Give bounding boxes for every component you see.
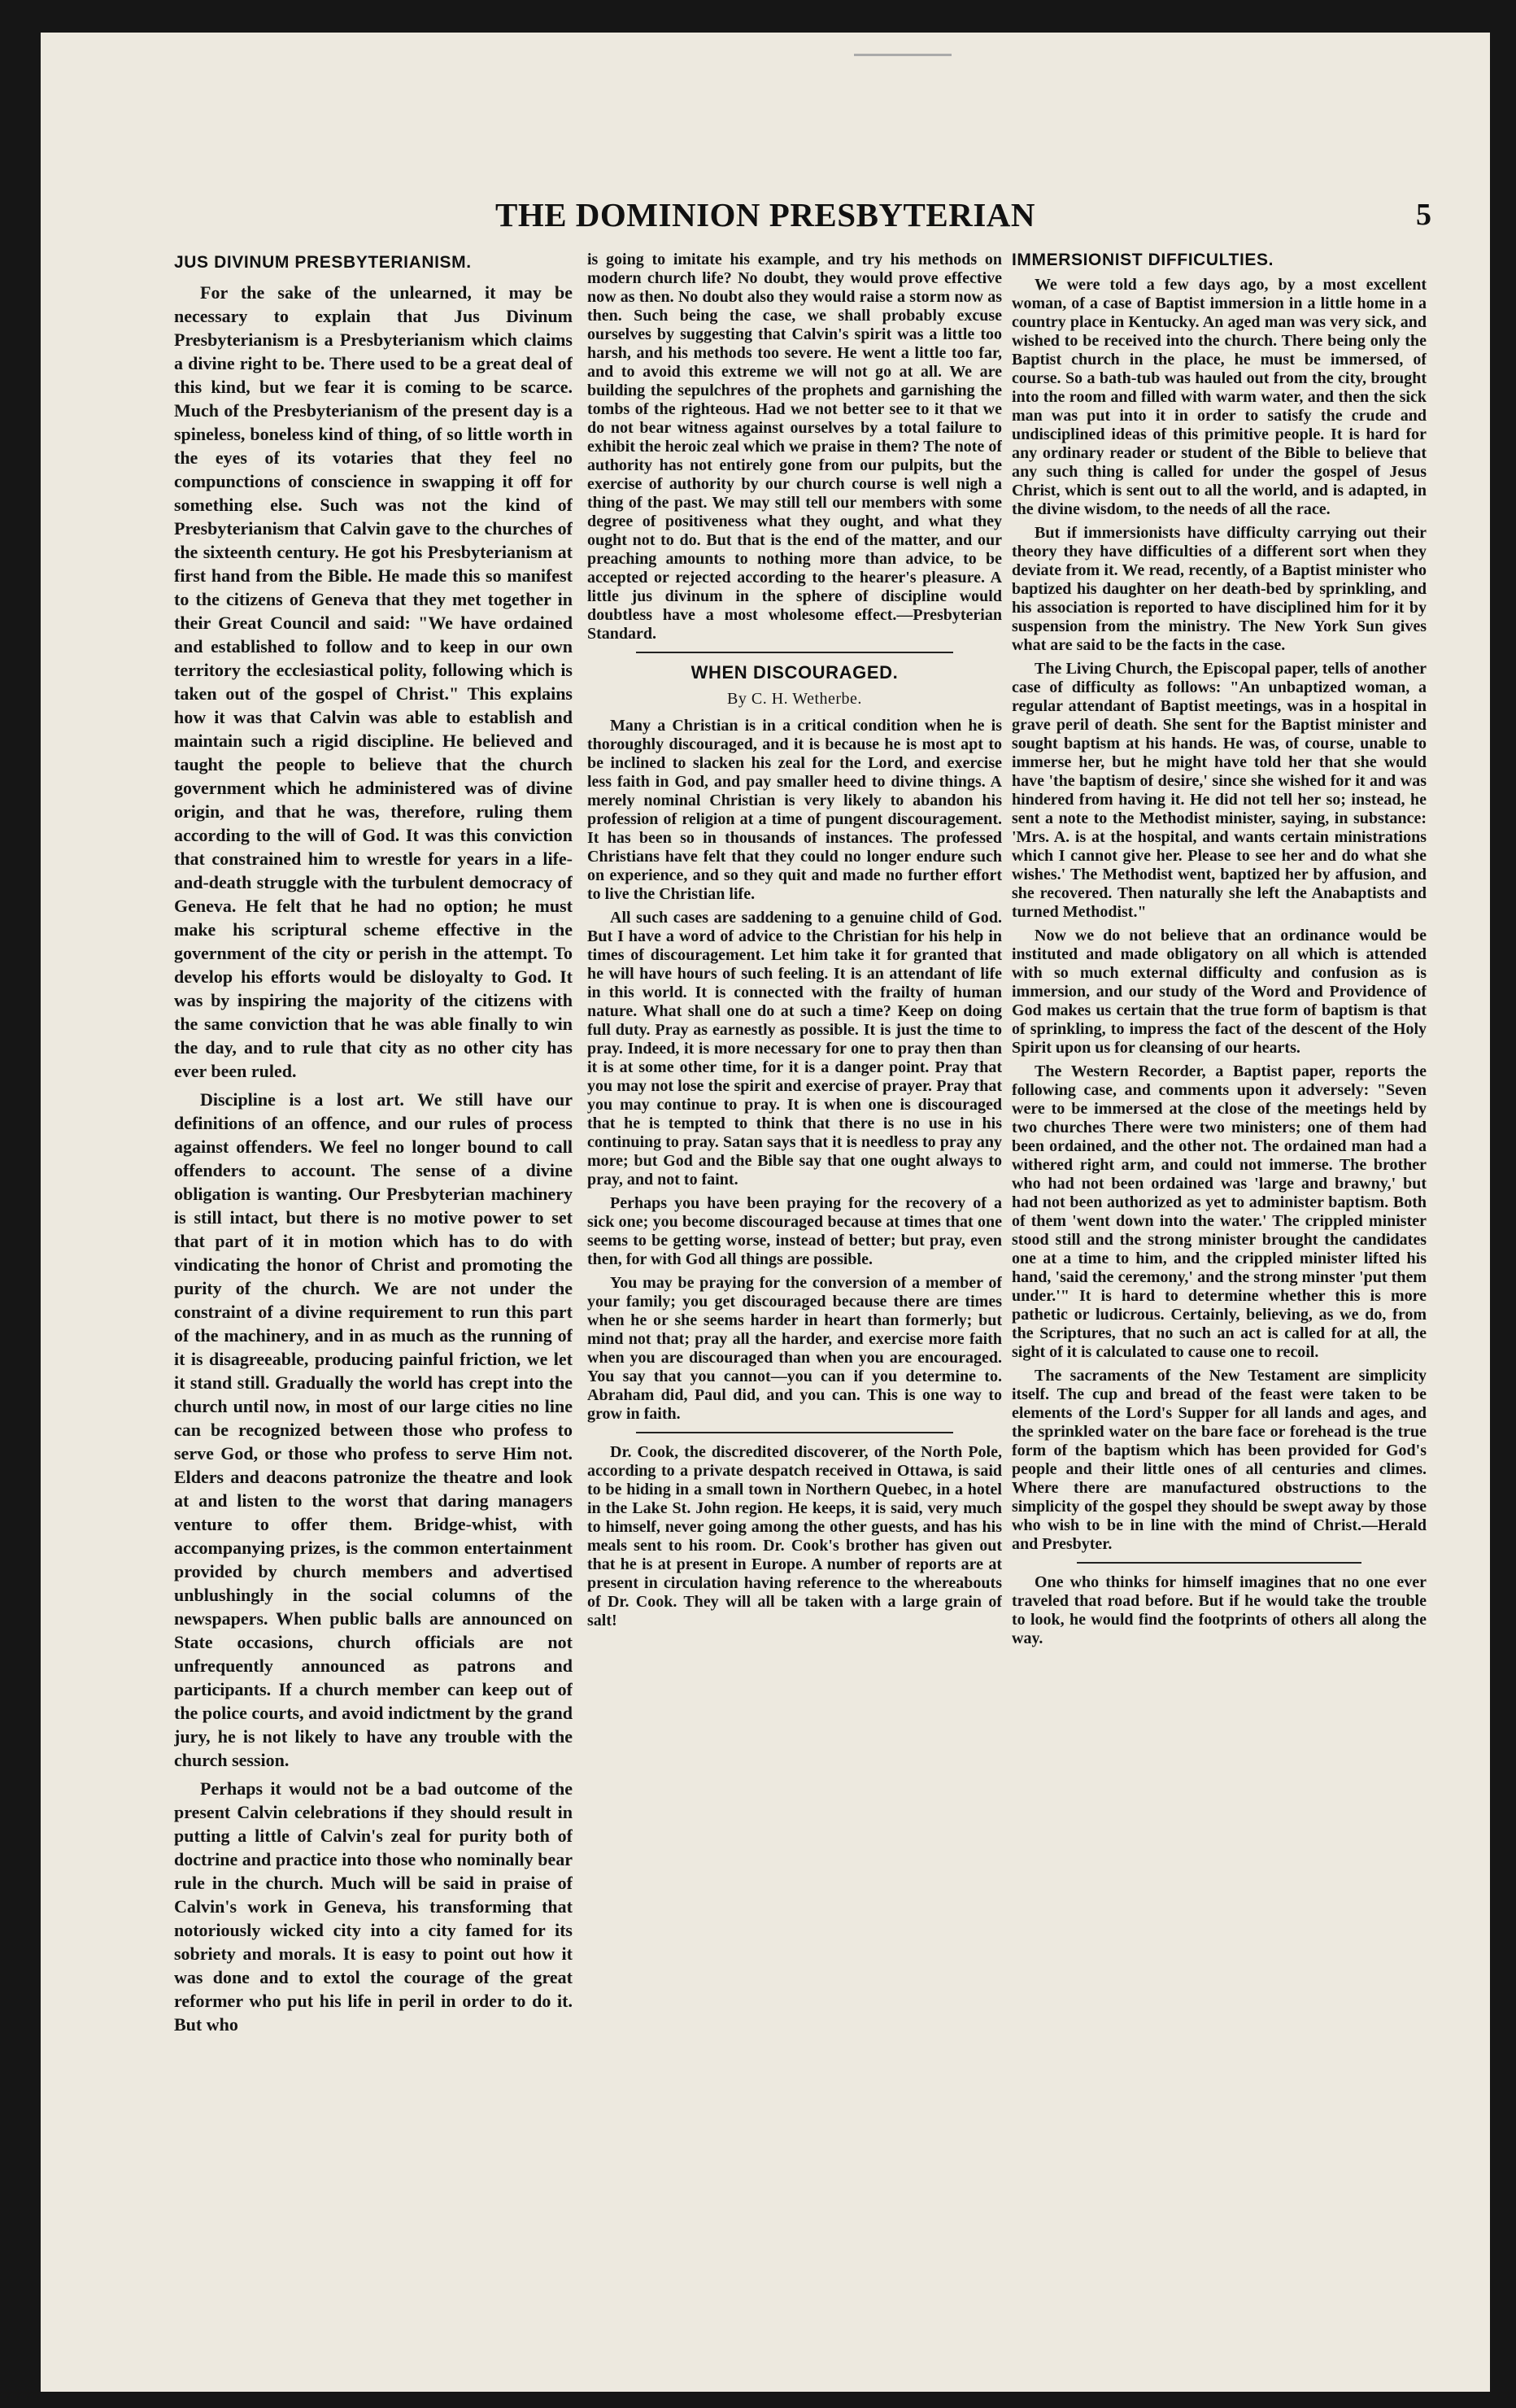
column-1: [174, 251, 573, 2333]
column-2: [587, 251, 1002, 2333]
column-3: [1012, 251, 1427, 2333]
article-heading-when-discouraged: WHEN DISCOURAGED.: [690, 662, 899, 683]
newspaper-page: [41, 33, 1490, 2392]
article-paragraph: The Living Church, the Episcopal paper, tells of another case of difficulty as follows: "An unbaptized woman, a regular attendant of Baptist meetings, was in a hospital in grave peril of death. She sent for the Baptist minister and sought baptism at his hands. He was, of course, unable to immerse her, but he might have told her that she would have 'the baptism of desire,' since she wished for it and was hindered from having it. He did not tell her so; instead, he sent a note to the Methodist minister, saying, in substance: 'Mrs. A. is at the hospital, and wants certain ministrations which I cannot give her. Please to see her and do what she wishes.' The Methodist went, baptized her by affusion, and she recovered. Then naturally she left the Anabaptists and turned Methodist.": [1012, 660, 1427, 921]
article-paragraph: But if immersionists have difficulty carrying out their theory they have difficulties of a different sort when they deviate from it. We read, recently, of a Baptist minister who baptized his daughter on her death-bed by sprinkling, and his association is reported to have disciplined him for it by suspension from the ministry. The New York Sun gives what are said to be the facts in the case.: [1012, 524, 1427, 654]
article-paragraph: Perhaps you have been praying for the recovery of a sick one; you become discouraged because at times that one seems to be getting worse, instead of better; but pray, even then, for with God all things are possible.: [587, 1194, 1002, 1268]
page-tear-mark: [854, 33, 952, 56]
article-heading-immersionist: IMMERSIONIST DIFFICULTIES.: [1012, 251, 1274, 269]
article-byline: By C. H. Wetherbe.: [727, 690, 862, 708]
article-paragraph-continued: is going to imitate his example, and try his methods on modern church life? No doubt, they would prove effective now as then. No doubt also they would raise a storm now as then. Such being the case, we shall probably excuse ourselves by suggesting that Calvin's spirit was a little too harsh, and his methods too severe. He went a little too far, and to avoid this extreme we will not go at all. We are building the sepulchres of the prophets and garnishing the tombs of the righteous. Had we not better see to it that we do not bear witness against ourselves by a total failure to exhibit the heroic zeal which we praise in them? The note of authority has not entirely gone from our pulpits, but the exercise of authority by our church course is well nigh a thing of the past. We may still tell our members with some degree of positiveness what they ought, and what they ought not to do. But that is the end of the matter, and our preaching amounts to nothing more than advice, to be accepted or rejected according to the hearer's pleasure. A little jus divinum in the sphere of discipline would doubtless have a most wholesome effect.—Presbyterian Standard.: [587, 251, 1002, 643]
article-paragraph: Perhaps it would not be a bad outcome of the present Calvin celebrations if they should result in putting a little of Calvin's zeal for purity both of doctrine and practice into those who nominally bear rule in the church. Much will be said in praise of Calvin's work in Geneva, his transforming that notoriously wicked city into a city famed for its sobriety and morals. It is easy to point out how it was done and to extol the courage of the great reformer who put his life in peril in order to do it. But who: [174, 1778, 573, 2035]
article-paragraph: For the sake of the unlearned, it may be necessary to explain that Jus Divinum Presbyterianism is a Presbyterianism which claims a divine right to be. There used to be a great deal of this kind, but we fear it is coming to be scarce. Much of the Presbyterianism of the present day is a spineless, boneless kind of thing, of so little worth in the eyes of its votaries that they feel no compunctions of conscience in swapping it off for something else. Such was not the kind of Presbyterianism that Calvin gave to the churches of the sixteenth century. He got his Presbyterianism at first hand from the Bible. He made this so manifest to the citizens of Geneva that they met together in their Great Council and said: "We have ordained and established to follow and to keep in our own territory the ecclesiastical polity, following which is taken out of the gospel of Christ." This explains how it was that Calvin was able to establish and maintain such a rigid discipline. He believed and taught the people to believe that the church government which he administered was of divine origin, and that he was, therefore, ruling them according to the will of God. It was this conviction that constrained him to wrestle for years in a life-and-death struggle with the turbulent democracy of Geneva. He felt that he had no option; he must make his scriptural scheme effective in the government of the city or perish in the attempt. To develop his efforts would be disloyalty to God. It was by inspiring the majority of the citizens with the same conviction that he was able finally to win the day, and to rule that city as no other city has ever been ruled.: [174, 282, 573, 1081]
article-paragraph: You may be praying for the conversion of a member of your family; you get discouraged because there are times when he or she seems harder in heart than formerly; but mind not that; pray all the harder, and exercise more faith when you are discouraged than when you are encouraged. You say that you cannot—you can if you determine to. Abraham did, Paul did, and you can. This is one way to grow in faith.: [587, 1274, 1002, 1423]
section-divider: [1077, 1562, 1361, 1564]
section-divider: [636, 652, 953, 653]
article-heading-jus-divinum: JUS DIVINUM PRESBYTERIANISM.: [174, 253, 472, 272]
article-paragraph: The sacraments of the New Testament are simplicity itself. The cup and bread of the feast were taken to be elements of the Lord's Supper for all lands and ages, and the sprinkled water on the bare face or forehead is the true form of the baptism which has been provided for God's people and their little ones of all centuries and climes. Where there are manufactured obstructions to the simplicity of the gospel they should be swept away by those who wish to be in line with the mind of Christ.—Herald and Presbyter.: [1012, 1367, 1427, 1553]
article-paragraph: We were told a few days ago, by a most excellent woman, of a case of Baptist immersion in a little home in a country place in Kentucky. An aged man was very sick, and wished to be received into the church. There being only the Baptist church in the place, he must be immersed, of course. So a bath-tub was hauled out from the city, brought into the room and filled with warm water, and then the sick man was put into it in order to satisfy the crude and undisciplined ideas of this primitive people. It is hard for any ordinary reader or student of the Bible to believe that any such thing is called for under the gospel of Jesus Christ, which is sent out to all the world, and is adapted, in the divine wisdom, to the needs of all the race.: [1012, 276, 1427, 518]
article-paragraph: Discipline is a lost art. We still have our definitions of an offence, and our rules of process against offenders. We feel no longer bound to call offenders to account. The sense of a divine obligation is wanting. Our Presbyterian machinery is still intact, but there is no motive power to set that part of it in motion which has to do with vindicating the honor of Christ and promoting the purity of the church. We are not under the constraint of a divine requirement to run this part of the machinery, and in as much as the running of it is disagreeable, producing painful friction, we let it stand still. Gradually the world has crept into the church until now, in most of our large cities no line can be recognized between those who profess to serve God, or those who profess to serve Him not. Elders and deacons patronize the theatre and look at and listen to the worst that daring managers venture to offer them. Bridge-whist, with accompanying prizes, is the common entertainment provided by church members and advertised unblushingly in the social columns of the newspapers. When public balls are announced on State occasions, church officials are not unfrequently announced as patrons and participants. If a church member can keep out of the police courts, and avoid indictment by the grand jury, he is not likely to have any trouble with the church session.: [174, 1089, 573, 1770]
article-paragraph: All such cases are saddening to a genuine child of God. But I have a word of advice to the Christian for his help in times of discouragement. Let him take it for granted that he will have hours of such feeling. It is an attendant of life in this world. It is connected with the frailty of human nature. What shall one do at such a time? Keep on doing full duty. Pray as earnestly as possible. It is just the time to pray. Indeed, it is more necessary for one to pray then than it is at some other time, for it is a danger point. Pray that you may not lose the spirit and exercise of prayer. Pray that you may continue to pray. It is when one is discouraged that he is tempted to think that there is no use in his continuing to pray. Satan says that it is needless to pray any more; but God and the Bible say that one ought always to pray, and not to faint.: [587, 909, 1002, 1189]
page-header: [41, 163, 1490, 244]
masthead-title: THE DOMINION PRESBYTERIAN: [494, 196, 1036, 233]
news-item-dr-cook: Dr. Cook, the discredited discoverer, of the North Pole, according to a private despatch received in Ottawa, is said to be hiding in a small town in Northern Quebec, in a hotel in the Lake St. John region. He keeps, it is said, very much to himself, never going among the other guests, and has his meals sent to his room. Dr. Cook's brother has given out that he is at present in Europe. A number of reports are at present in circulation having reference to the whereabouts of Dr. Cook. They will all be taken with a large grain of salt!: [587, 1443, 1002, 1629]
page-number: 5: [1416, 198, 1431, 232]
section-divider: [636, 1432, 953, 1433]
article-paragraph: Many a Christian is in a critical condition when he is thoroughly discouraged, and it is because he is most apt to be inclined to slacken his zeal for the Lord, and exercise less faith in God, and pay smaller heed to divine things. A merely nominal Christian is very likely to abandon his profession of religion at a time of pungent discouragement. It has been so in thousands of instances. The professed Christians have felt that they could no longer endure such on experience, and so they quit and made no further effort to live the Christian life.: [587, 717, 1002, 903]
article-paragraph: Now we do not believe that an ordinance would be instituted and made obligatory on all which is attended with so much external difficulty and confusion as is immersion, and our study of the Word and Providence of God makes us certain that the true form of baptism is that of sprinkling, to impress the fact of the descent of the Holy Spirit upon us for cleansing of our hearts.: [1012, 927, 1427, 1057]
article-paragraph: The Western Recorder, a Baptist paper, reports the following case, and comments upon it adversely: "Seven were to be immersed at the close of the meetings held by two churches There were two ministers; one of them had been ordained, and the other not. The ordained man had a withered right arm, and could not immerse. The brother who had not been ordained was 'large and brawny,' but had not been authorized as yet to administer baptism. Both of them 'went down into the water.' The crippled minister stood still and the strong minister brought the candidates one at a time to him, and the crippled minister lifted his hand, 'said the ceremony,' and the strong minster 'put them under.'" It is hard to determine whether this is more pathetic or ludicrous. Certainly, believing, as we do, from the Scriptures, that no such an act is called for at all, the sight of it is calculated to cause one to recoil.: [1012, 1062, 1427, 1361]
filler-paragraph: One who thinks for himself imagines that no one ever traveled that road before. But if he would take the trouble to look, he would find the footprints of others all along the way.: [1012, 1573, 1427, 1647]
